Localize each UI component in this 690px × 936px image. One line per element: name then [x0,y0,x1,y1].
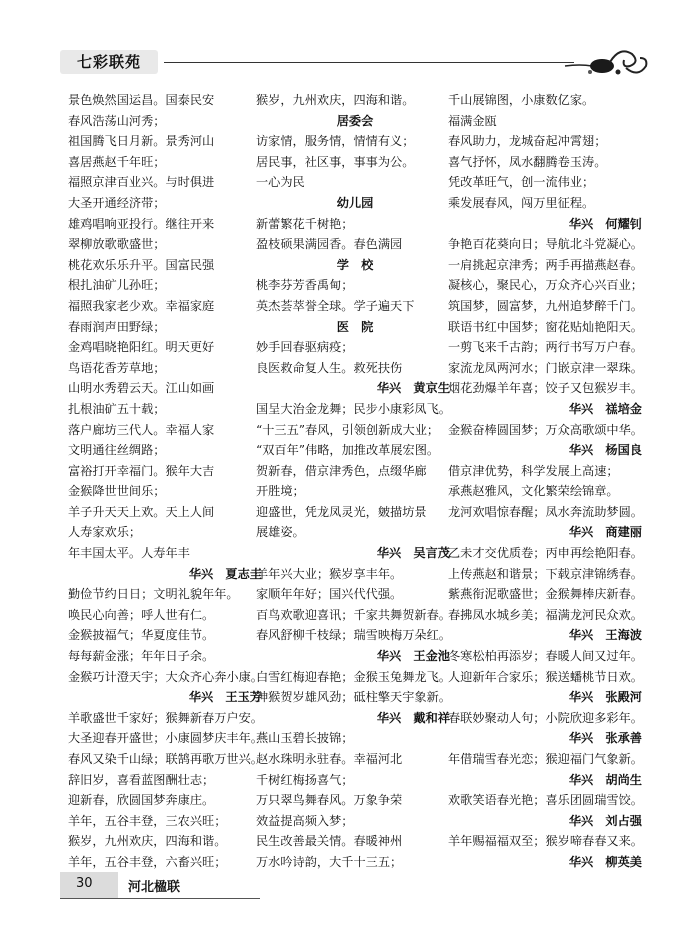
couplet-line: 神猴贺岁雄风劲；砥柱擎天宇象新。 [256,690,451,705]
couplet-line: 开胜境； [256,484,305,499]
header-divider [164,62,574,63]
couplet-line: “双百年”伟略，加推改革展宏图。 [256,443,440,458]
couplet-line: 猴岁，九州欢庆，四海和谐。 [256,93,415,107]
text-column-1 [68,90,266,873]
couplet-line: 凝核心，聚民心，万众齐心兴百业； [448,278,643,293]
couplet-line: 桃花欢乐乐升平。国富民强 [68,257,215,272]
couplet-line: 喜居燕赵千年旺； [68,154,166,169]
couplet-line: 雄鸡唱响亚投行。继往开来 [68,216,215,231]
couplet-line: 一心为民 [256,175,305,190]
couplet-line: 千山展锦图，小康数亿家。 [448,93,595,107]
text-column-2 [256,90,454,873]
couplet-line: 山明水秀碧云天。江山如画 [68,381,215,396]
couplet-line: 翠柳放歌歌盛世； [68,237,166,252]
couplet-line: 贺新春，借京津秀色，点缀华廊 [256,463,427,478]
couplet-line: 乘发展春风，闯万里征程。 [448,195,595,210]
couplet-line: 鸟语花香芳草地； [68,360,166,375]
couplet-category-heading: 学 校 [336,257,374,272]
couplet-line: 乙未才交优质卷；丙申再绘艳阳春。 [448,546,643,561]
author-credit: 华兴 戴和祥 [376,710,450,725]
page-number: 30 [76,876,93,891]
author-credit: 华兴 商建丽 [568,525,642,540]
couplet-line: 金猴披福气；华夏度佳节。 [68,628,215,643]
couplet-line: 桃李芬芳香禹甸； [256,278,354,293]
couplet-line: 年丰国太平。人寿年丰 [68,546,190,561]
couplet-line: 福满金瓯 [448,113,497,128]
couplet-line: 百鸟欢歌迎喜讯；千家共舞贺新春。 [256,607,451,622]
author-credit: 华兴 何耀钊 [568,216,642,231]
couplet-line: 金猴巧计澄天宇；大众齐心奔小康。 [68,669,263,684]
couplet-line: 国呈大治金龙舞；民步小康彩凤飞。 [256,401,451,416]
couplet-line: 根扎油矿儿孙旺； [68,278,166,293]
couplet-line: 民生改善最关情。春暖神州 [256,834,403,849]
couplet-line: 猴岁，九州欢庆，四海和谐。 [68,834,227,849]
couplet-line: 赵水珠明永驻春。幸福河北 [256,752,403,766]
couplet-line: 喜气抒怀，凤水翻腾卷玉涛。 [448,154,607,169]
couplet-line: 紫燕衔泥歌盛世；金猴舞棒庆新春。 [448,587,643,602]
couplet-line: 家顺年年好；国兴代代强。 [256,587,403,602]
couplet-line: 万水吟诗韵，大千十三五； [256,854,403,869]
author-credit: 华兴 黄京生 [376,381,450,396]
couplet-line: 居民事，社区事，事事为公。 [256,154,415,169]
couplet-line: 联语书红中国梦；窗花贴灿艳阳天。 [448,319,643,334]
couplet-line: 承燕赵雅风，文化繁荣绘锦章。 [448,484,619,499]
couplet-line: 扎根油矿五十载； [68,401,166,416]
couplet-line: 羊歌盛世千家好；猴舞新春万户安。 [68,710,263,725]
couplet-line: 燕山玉碧长披锦； [256,731,354,746]
couplet-line: 凭改革旺气，创一流伟业； [448,175,595,190]
author-credit: 华兴 张殿河 [568,690,642,705]
couplet-line: 妙手回春驱病疫； [256,340,354,355]
author-credit: 华兴 禚培金 [568,401,642,416]
couplet-line: 每每薪金涨；年年日子余。 [68,649,215,664]
couplet-line: 羊年，五谷丰登，六畜兴旺； [68,854,227,869]
couplet-line: 辞旧岁，喜看蓝图酬壮志； [68,772,215,787]
couplet-line: 迎盛世，凭龙凤灵光，皴描坊景 [256,504,427,519]
couplet-line: 羊年，五谷丰登，三农兴旺； [68,813,227,828]
author-credit: 华兴 王金池 [376,649,450,664]
couplet-line: 人迎新年合家乐；猴送蟠桃节日欢。 [448,669,643,684]
publication-name: 河北楹联 [128,880,181,895]
couplet-line: 春风又染千山绿；联鹄再歌万世兴。 [68,752,263,766]
couplet-line: 春雨润声田野绿； [68,319,166,334]
text-column-3 [448,90,646,873]
author-credit: 华兴 刘占强 [568,813,642,828]
couplet-line: 良医救命复人生。救死扶伤 [256,360,403,375]
couplet-line: 争艳百花葵向日；导航北斗党凝心。 [448,237,643,252]
couplet-line: 上传燕赵和谐景；下载京津锦绣春。 [448,566,643,581]
author-credit: 华兴 王海波 [568,628,642,643]
couplet-line: 春风舒柳千枝绿；瑞雪映梅万朵红。 [256,628,451,643]
author-credit: 华兴 王玉芳 [188,690,262,705]
couplet-category-heading: 幼儿园 [336,195,374,210]
couplet-line: 金鸡唱晓艳阳红。明天更好 [68,340,215,355]
couplet-line: 效益提高频入梦； [256,813,354,828]
couplet-line: 大圣迎春开盛世；小康圆梦庆丰年。 [68,731,263,746]
couplet-line: 羊年赐福福双至；猴岁啼春春又来。 [448,834,643,849]
couplet-line: 筑国梦，圆富梦，九州追梦醉千门。 [448,298,643,313]
couplet-line: 金猴降世世间乐； [68,484,166,499]
couplet-line: 一肩挑起京津秀；两手再描燕赵春。 [448,257,643,272]
couplet-line: 金猴奋棒圆国梦；万众高歌颂中华。 [448,422,643,437]
couplet-line: 迎新春，欣圆国梦奔康庄。 [68,793,215,808]
couplet-line: 盈枝硕果满园香。春色满园 [256,237,403,252]
couplet-line: 新蕾繁花千树艳； [256,216,354,231]
couplet-line: 万只翠鸟舞春风。万象争荣 [256,793,403,808]
couplet-line: 勤俭节约日日；文明礼貌年年。 [68,587,239,602]
author-credit: 华兴 胡尚生 [568,772,642,787]
couplet-line: 景色焕然国运昌。国泰民安 [68,93,215,107]
couplet-line: 春联妙聚动人句；小院欣迎多彩年。 [448,710,643,725]
couplet-line: 羊子升天天上欢。天上人间 [68,504,215,519]
couplet-category-heading: 居委会 [336,113,374,128]
couplet-line: 羊年兴大业；猴岁享丰年。 [256,566,403,581]
couplet-line: 人寿家欢乐； [68,525,142,540]
couplet-line: 文明通往丝绸路； [68,443,166,458]
couplet-line: 大圣开通经济带； [68,195,166,210]
author-credit: 华兴 柳英美 [568,854,642,869]
couplet-line: 白雪红梅迎春艳；金猴玉兔舞龙飞。 [256,669,451,684]
couplet-line: 祖国腾飞日月新。景秀河山 [68,134,215,149]
footer-divider [60,898,260,899]
couplet-line: 访家情，服务情，情情有义； [256,134,415,149]
couplet-line: 冬寒松柏再添岁；春暖人间又过年。 [448,649,643,664]
page-header [60,44,640,84]
couplet-category-heading: 医 院 [336,319,374,334]
couplet-line: 春风浩荡山河秀； [68,113,166,128]
author-credit: 华兴 夏志圭 [188,566,262,581]
couplet-line: 唤民心向善；呼人世有仁。 [68,607,215,622]
author-credit: 华兴 吴言茂 [376,546,450,561]
couplet-line: “十三五”春风，引领创新成大业； [256,422,440,437]
couplet-line: 烟花劲爆羊年喜；饺子又包猴岁丰。 [448,381,643,396]
couplet-line: 春风助力，龙城奋起冲霄翅； [448,134,607,149]
couplet-line: 千树红梅扬喜气； [256,772,354,787]
couplet-line: 一剪飞来千古韵；两行书写万户春。 [448,340,643,355]
couplet-line: 富裕打开幸福门。猴年大吉 [68,463,215,478]
couplet-line: 欢歌笑语春光艳；喜乐团圆瑞雪饺。 [448,793,643,808]
author-credit: 华兴 张承善 [568,731,642,746]
couplet-line: 春拂凤水城乡美；福满龙河民众欢。 [448,607,643,622]
couplet-line: 年借瑞雪春光恋；猴迎福门气象新。 [448,752,643,766]
couplet-line: 英杰荟萃誉全球。学子遍天下 [256,298,415,313]
author-credit: 华兴 杨国良 [568,443,642,458]
couplet-line: 家流龙凤两河水；门嵌京津一翠珠。 [448,360,643,375]
couplet-line: 落户廊坊三代人。幸福人家 [68,422,215,437]
section-title: 七彩联苑 [60,50,158,74]
page-footer [60,872,260,896]
couplet-line: 福照我家老少欢。幸福家庭 [68,298,215,313]
couplet-line: 福照京津百业兴。与时俱进 [68,175,215,190]
decorative-swirl-icon [560,44,650,84]
couplet-line: 龙河欢唱惊春醒；凤水奔流助梦圆。 [448,504,643,519]
couplet-line: 借京津优势，科学发展上高速； [448,463,619,478]
couplet-line: 展雄姿。 [256,525,305,540]
